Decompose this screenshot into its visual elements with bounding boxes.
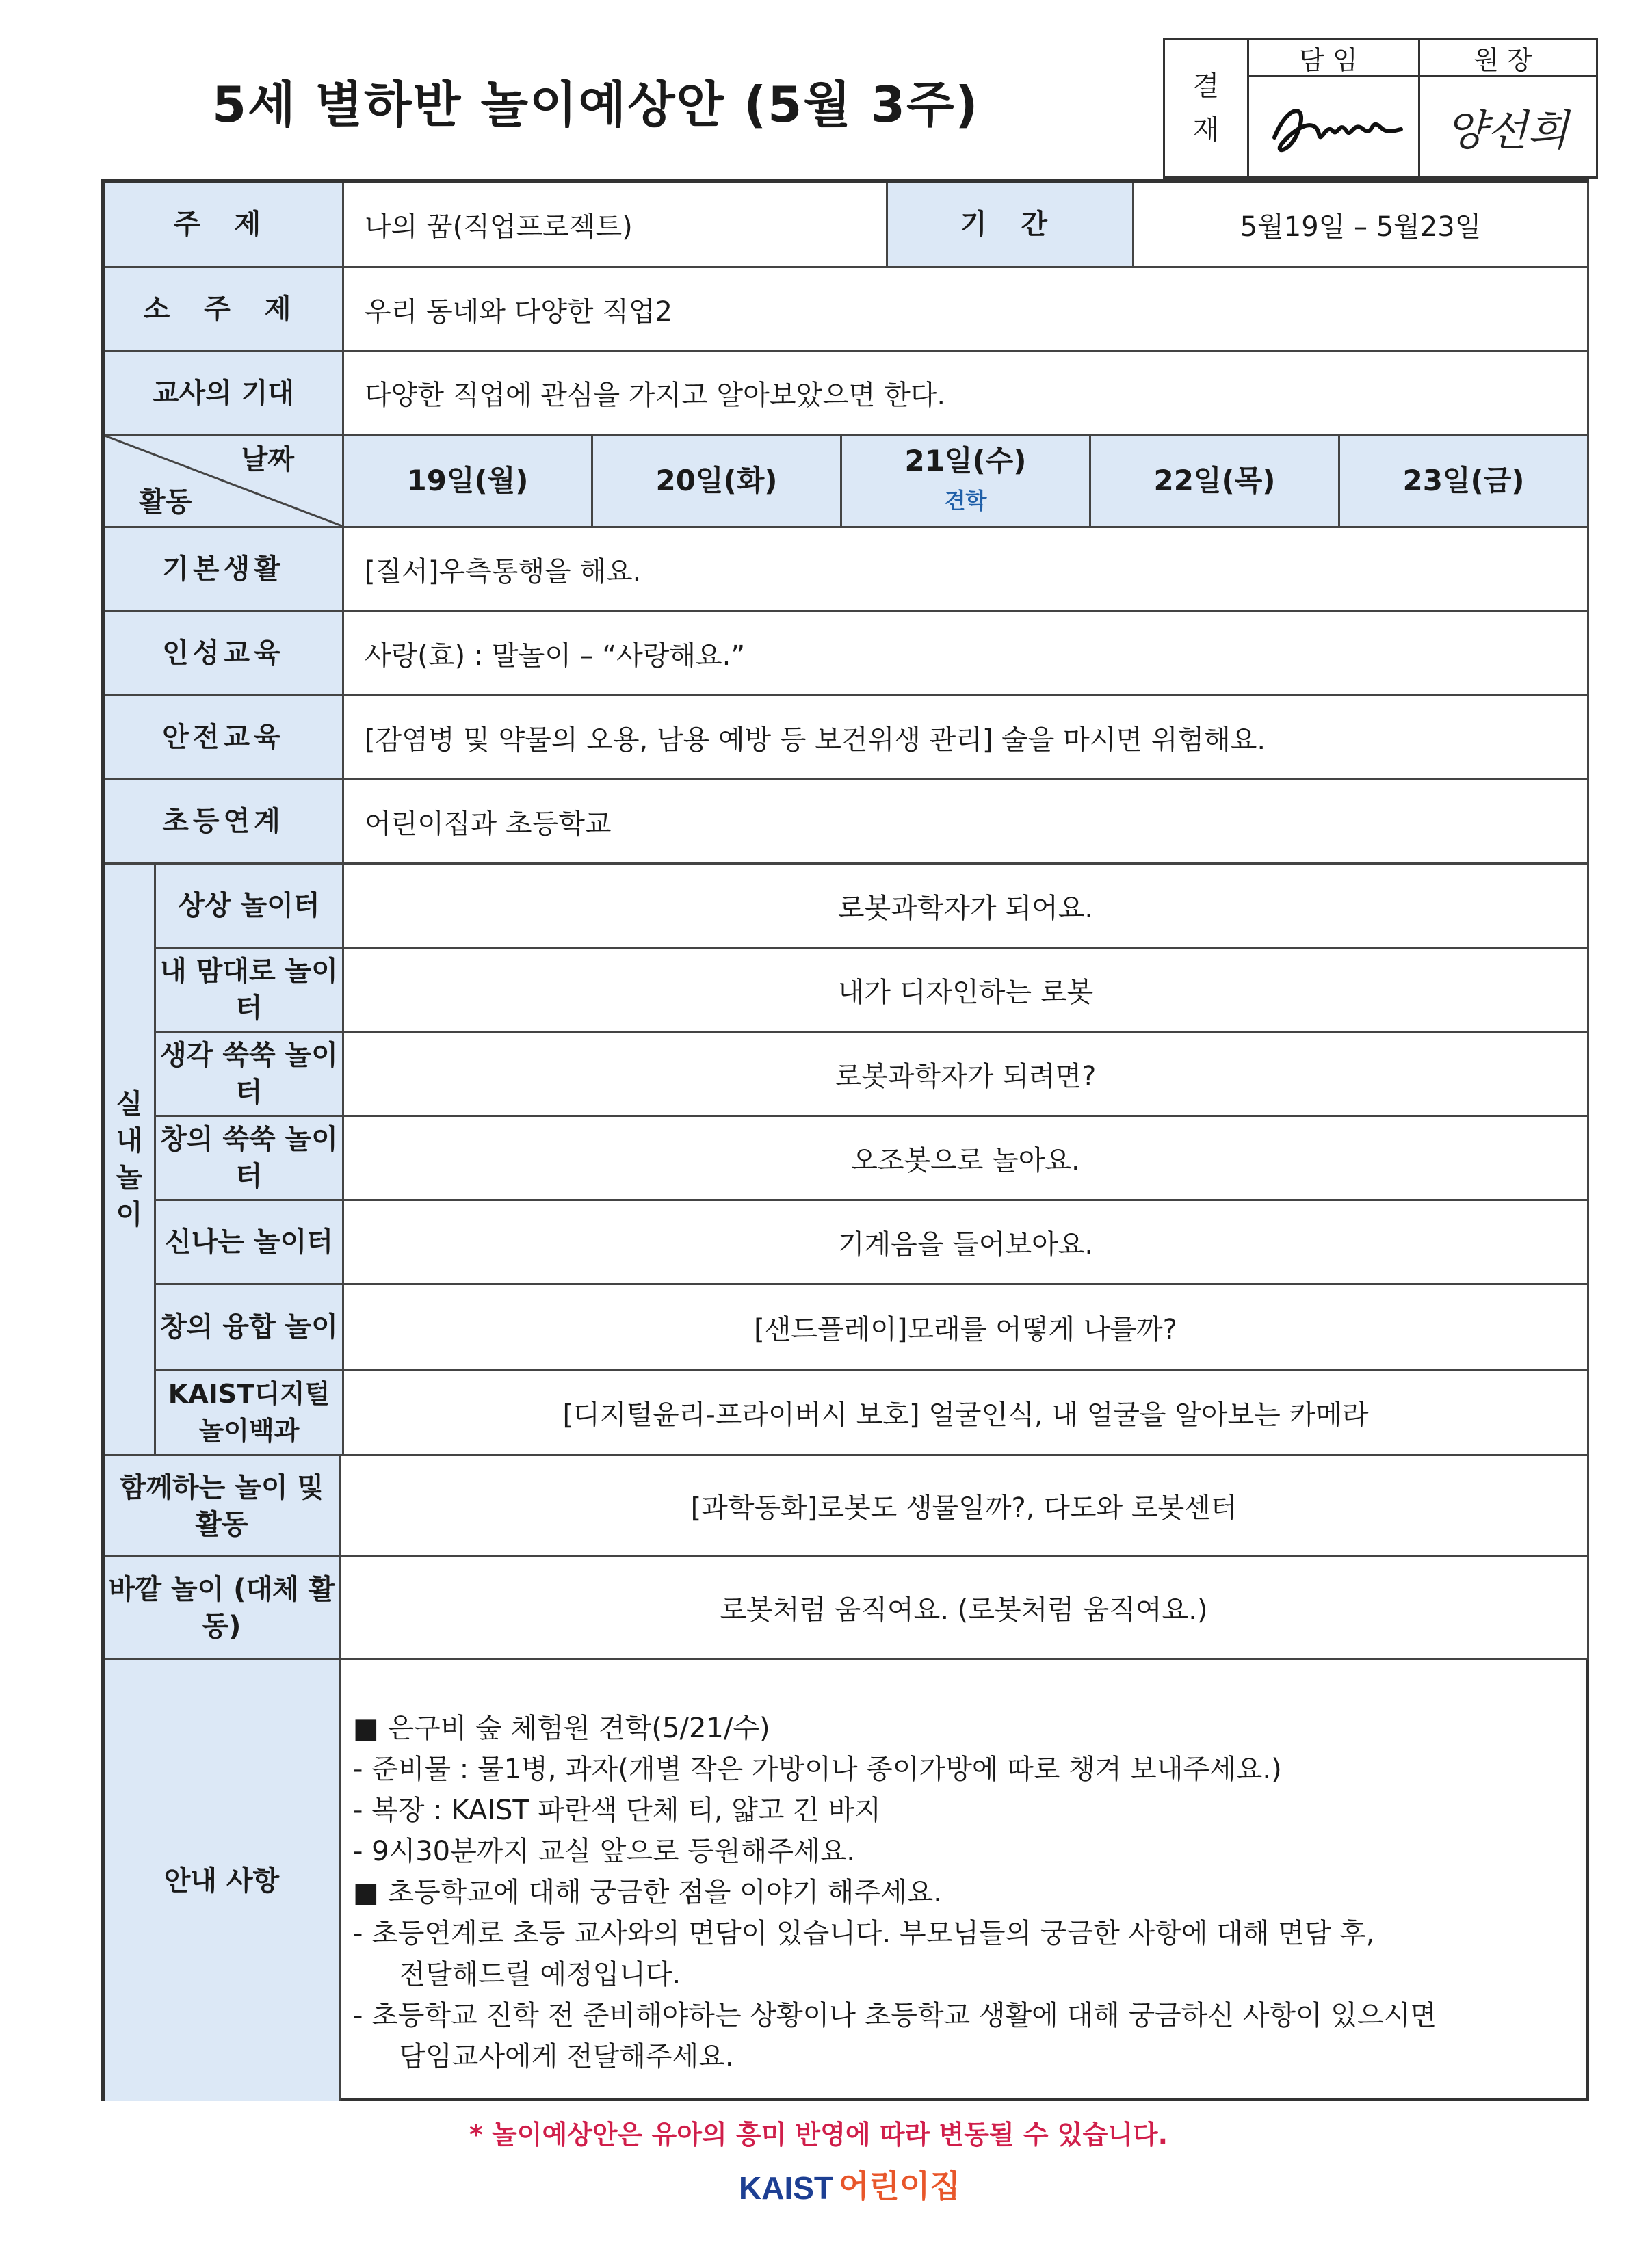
footnote: * 놀이예상안은 유아의 흥미 반영에 따라 변동될 수 있습니다. <box>469 2120 1168 2150</box>
together-value: [과학동화]로봇도 생물일까?, 다도와 로봇센터 <box>341 1456 1589 1557</box>
guide-line: - 9시30분까지 교실 앞으로 등원해주세요. <box>353 1836 855 1867</box>
subtheme-value: 우리 동네와 다양한 직업2 <box>344 268 1589 352</box>
page-title: 5세 별하반 놀이예상안 (5월 3주) <box>212 76 980 133</box>
guide-line: ■ 초등학교에 대해 궁금한 점을 이야기 해주세요. <box>353 1877 942 1908</box>
guide-line: - 초등연계로 초등 교사와의 면담이 있습니다. 부모님들의 궁금한 사항에 대해 면담 후, <box>353 1918 1375 1949</box>
day-header: 22일(목) <box>1091 436 1340 528</box>
indoor-row-value: [디지털윤리-프라이버시 보호] 얼굴인식, 내 얼굴을 알아보는 카메라 <box>344 1371 1589 1456</box>
kaist-logo <box>739 2161 960 2206</box>
subtheme-label: 소 주 제 <box>105 268 344 352</box>
indoor-row-label: 생각 쑥쑥 놀이터 <box>156 1033 344 1117</box>
guide-label: 안내 사항 <box>105 1660 341 2101</box>
logo-name: 어린이집 <box>839 2167 960 2204</box>
outdoor-label: 바깥 놀이 (대체 활동) <box>105 1557 341 1660</box>
approval-label <box>1165 40 1249 176</box>
elementary-link-value: 어린이집과 초등학교 <box>344 780 1589 865</box>
date-label: 날짜 <box>241 444 294 475</box>
indoor-row-value: 내가 디자인하는 로봇 <box>344 949 1589 1033</box>
indoor-row-label: 신나는 놀이터 <box>156 1201 344 1285</box>
outdoor-value: 로봇처럼 움직여요. (로봇처럼 움직여요.) <box>341 1557 1589 1660</box>
theme-label: 주 제 <box>105 183 344 268</box>
guide-line: ■ 은구비 숲 체험원 견학(5/21/수) <box>353 1713 770 1744</box>
approval-label-top: 결 <box>1192 70 1220 102</box>
period-label: 기 간 <box>888 183 1134 268</box>
approval-teacher-header: 담임 <box>1247 40 1418 77</box>
basic-life-value: [질서]우측통행을 해요. <box>344 528 1589 612</box>
director-signature: 양선희 <box>1445 105 1569 155</box>
logo-brand: KAIST <box>739 2170 833 2206</box>
indoor-row-value: 기계음을 들어보아요. <box>344 1201 1589 1285</box>
approval-teacher-column <box>1247 40 1420 176</box>
approval-director-header: 원장 <box>1418 40 1596 77</box>
day-header: 21일(수) 견학 <box>842 436 1091 528</box>
theme-value: 나의 꿈(직업프로젝트) <box>344 183 888 268</box>
indoor-row-label: 상상 놀이터 <box>156 865 344 949</box>
safety-edu-value: [감염병 및 약물의 오용, 남용 예방 등 보건위생 관리] 술을 마시면 위험해요. <box>344 696 1589 780</box>
guide-content <box>341 1660 1589 2101</box>
guide-line: 담임교사에게 전달해주세요. <box>382 2041 734 2072</box>
plan-table <box>101 179 1589 2101</box>
approval-label-bottom: 재 <box>1192 114 1220 146</box>
indoor-row-value: [샌드플레이]모래를 어떻게 나를까? <box>344 1285 1589 1371</box>
indoor-row-value: 로봇과학자가 되어요. <box>344 865 1589 949</box>
together-label: 함께하는 놀이 및 활동 <box>105 1456 341 1557</box>
day-header: 23일(금) <box>1340 436 1589 528</box>
safety-edu-label: 안전교육 <box>105 696 344 780</box>
indoor-row-value: 로봇과학자가 되려면? <box>344 1033 1589 1117</box>
guide-line: - 준비물 : 물1병, 과자(개별 작은 가방이나 종이가방에 따로 챙겨 보내주세요.) <box>353 1754 1282 1785</box>
indoor-row-value: 오조봇으로 놀아요. <box>344 1117 1589 1201</box>
teacher-signature <box>1247 77 1418 176</box>
character-edu-value: 사랑(효) : 말놀이 – “사랑해요.” <box>344 612 1589 696</box>
indoor-row-label: KAIST디지털 놀이백과 <box>156 1371 344 1456</box>
expect-label: 교사의 기대 <box>105 352 344 436</box>
basic-life-label: 기본생활 <box>105 528 344 612</box>
indoor-group-label: 실 내 놀 이 <box>105 865 156 1456</box>
day-header: 20일(화) <box>593 436 842 528</box>
character-edu-label: 인성교육 <box>105 612 344 696</box>
elementary-link-label: 초등연계 <box>105 780 344 865</box>
expect-value: 다양한 직업에 관심을 가지고 알아보았으면 한다. <box>344 352 1589 436</box>
indoor-row-label: 창의 쑥쑥 놀이터 <box>156 1117 344 1201</box>
activity-label: 활동 <box>139 486 192 518</box>
indoor-row-label: 내 맘대로 놀이터 <box>156 949 344 1033</box>
guide-line: - 초등학교 진학 전 준비해야하는 상황이나 초등학교 생활에 대해 궁금하신 사항이 있으시면 <box>353 2000 1437 2031</box>
guide-line: - 복장 : KAIST 파란색 단체 티, 얇고 긴 바지 <box>353 1795 881 1826</box>
period-value: 5월19일 – 5월23일 <box>1134 183 1589 268</box>
date-activity-corner <box>105 436 344 528</box>
field-trip-note: 견학 <box>944 488 987 514</box>
approval-director-column <box>1418 40 1596 176</box>
guide-line: 전달해드릴 예정입니다. <box>382 1959 681 1990</box>
indoor-row-label: 창의 융합 놀이 <box>156 1285 344 1371</box>
day-header: 19일(월) <box>344 436 593 528</box>
approval-box <box>1163 38 1598 179</box>
